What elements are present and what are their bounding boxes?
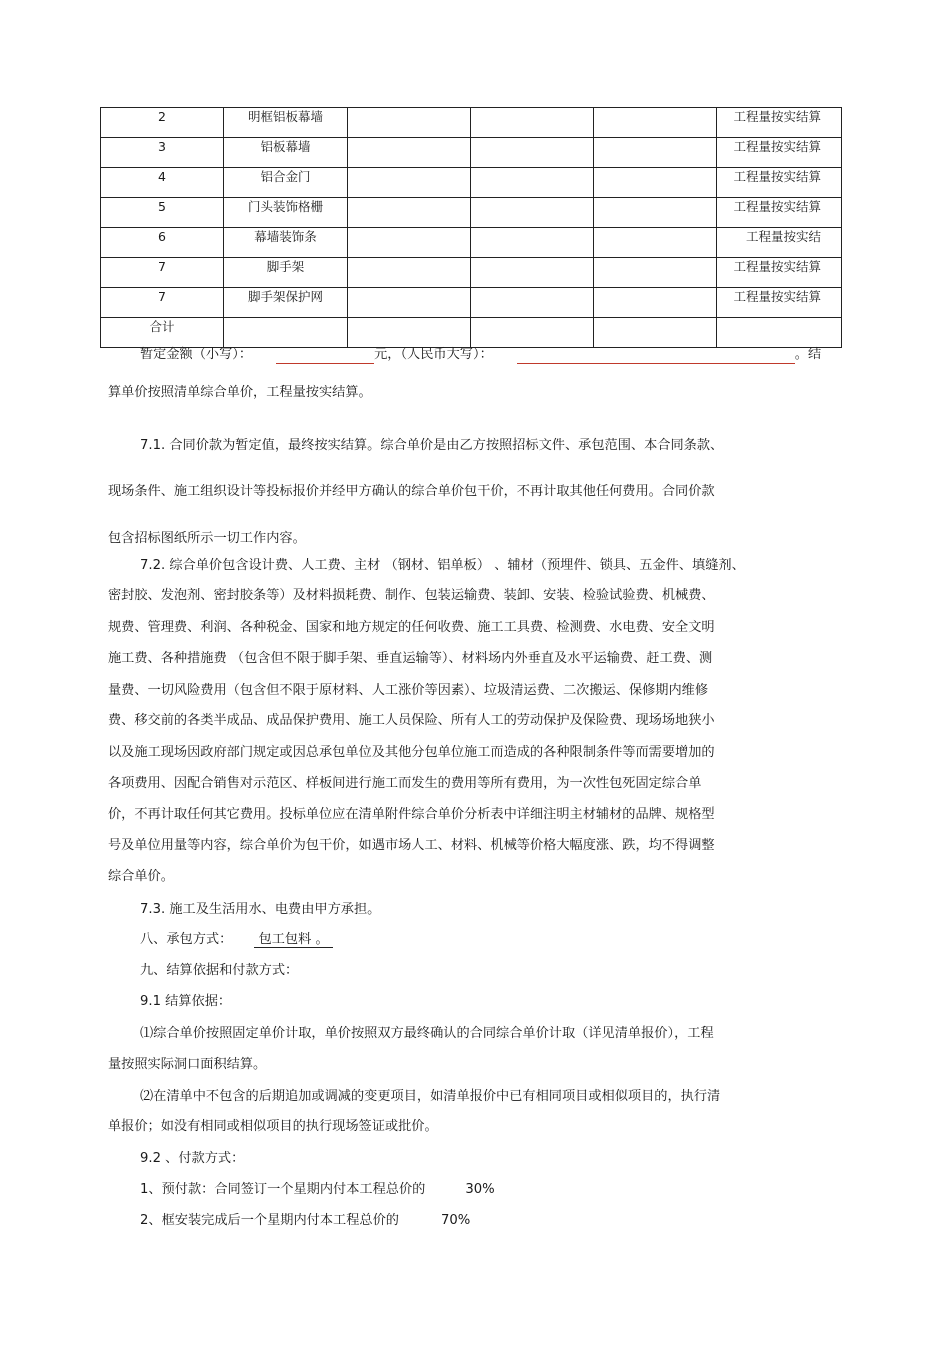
payment-1-label: 1、预付款：合同签订一个星期内付本工程总价的 bbox=[140, 1182, 426, 1197]
cell-empty bbox=[471, 108, 594, 138]
clause-7-1-line-1: 7.1. 合同价款为暂定值，最终按实结算。综合单价是由乙方按照招标文件、承包范围、本合同条款、 bbox=[140, 438, 724, 453]
table-row bbox=[101, 198, 842, 228]
clause-7-1-line-3: 包含招标图纸所示一切工作内容。 bbox=[108, 531, 306, 546]
cell-name: 脚手架保护网 bbox=[224, 288, 348, 318]
cell-note: 工程量按实结算 bbox=[717, 288, 842, 318]
table-row bbox=[101, 108, 842, 138]
section-9-1-p2-line-2: 单报价；如没有相同或相似项目的执行现场签证或批价。 bbox=[108, 1119, 438, 1134]
cell-note: 工程量按实结算 bbox=[717, 198, 842, 228]
cell-no: 2 bbox=[101, 108, 224, 138]
cell-empty bbox=[594, 318, 717, 348]
section-9-1-title: 9.1 结算依据： bbox=[140, 994, 232, 1009]
cell-name: 脚手架 bbox=[224, 258, 348, 288]
cell-empty bbox=[348, 228, 471, 258]
cell-empty bbox=[471, 198, 594, 228]
cell-empty bbox=[594, 258, 717, 288]
section-9-1-p2-line-1: ⑵在清单中不包含的后期追加或调减的变更项目，如清单报价中已有相同项目或相似项目的，执行清 bbox=[140, 1089, 721, 1104]
table-row bbox=[101, 168, 842, 198]
payment-2-label: 2、框安装完成后一个星期内付本工程总价的 bbox=[140, 1213, 399, 1228]
section-9-title: 九、结算依据和付款方式： bbox=[140, 963, 299, 978]
payment-2-value: 70% bbox=[440, 1213, 471, 1228]
amount-tail: 。结 bbox=[794, 347, 822, 362]
amount-yuan-label: 元，（人民币大写）： bbox=[374, 347, 493, 362]
cell-note: 工程量按实结算 bbox=[717, 168, 842, 198]
cell-empty bbox=[471, 258, 594, 288]
cell-empty bbox=[594, 288, 717, 318]
section-9-2-title: 9.2 、付款方式： bbox=[140, 1151, 245, 1166]
cell-empty bbox=[594, 198, 717, 228]
clause-7-2-line: 号及单位用量等内容，综合单价为包干价，如遇市场人工、材料、机械等价格大幅度涨、跌，均不得调整 bbox=[108, 838, 715, 853]
items-table bbox=[100, 107, 842, 348]
cell-empty bbox=[348, 288, 471, 318]
payment-1 bbox=[140, 1181, 495, 1199]
total-label: 合计 bbox=[101, 318, 224, 348]
cell-empty bbox=[348, 168, 471, 198]
section-9-1-p1-line-2: 量按照实际洞口面积结算。 bbox=[108, 1057, 267, 1072]
amount-small-blank[interactable] bbox=[276, 349, 374, 364]
clause-7-2-line: 以及施工现场因政府部门规定或因总承包单位及其他分包单位施工而造成的各种限制条件等而需要增加的 bbox=[108, 745, 715, 760]
section-9-1-p1-line-1: ⑴综合单价按照固定单价计取，单价按照双方最终确认的合同综合单价计取（详见清单报价），工程 bbox=[140, 1026, 714, 1041]
payment-2 bbox=[140, 1212, 470, 1230]
cell-name: 明框铝板幕墙 bbox=[224, 108, 348, 138]
clause-7-2-line: 各项费用、因配合销售对示范区、样板间进行施工而发生的费用等所有费用，为一次性包死固定综合单 bbox=[108, 776, 702, 791]
payment-1-value: 30% bbox=[465, 1182, 495, 1197]
cell-no: 7 bbox=[101, 288, 224, 318]
clause-7-2-line: 规费、管理费、利润、各种税金、国家和地方规定的任何收费、施工工具费、检测费、水电费、安全文明 bbox=[108, 620, 715, 635]
cell-empty bbox=[471, 168, 594, 198]
cell-empty bbox=[594, 168, 717, 198]
section-8-label: 八、承包方式： bbox=[140, 932, 233, 947]
amount-small-label: 暂定金额（小写）： bbox=[140, 347, 253, 362]
cell-name: 幕墙装饰条 bbox=[224, 228, 348, 258]
cell-no: 4 bbox=[101, 168, 224, 198]
cell-name: 门头装饰格栅 bbox=[224, 198, 348, 228]
clause-7-2-line: 量费、一切风险费用（包含但不限于原材料、人工涨价等因素）、垃圾清运费、二次搬运、保修期内维修 bbox=[108, 683, 709, 698]
amount-rmb-blank[interactable] bbox=[517, 349, 795, 364]
cell-empty bbox=[348, 258, 471, 288]
cell-name: 铝板幕墙 bbox=[224, 138, 348, 168]
cell-no: 6 bbox=[101, 228, 224, 258]
cell-empty bbox=[471, 288, 594, 318]
cell-empty bbox=[348, 198, 471, 228]
cell-empty bbox=[348, 138, 471, 168]
cell-name: 铝合金门 bbox=[224, 168, 348, 198]
table-row bbox=[101, 258, 842, 288]
cell-empty bbox=[348, 108, 471, 138]
table-row bbox=[101, 228, 842, 258]
cell-empty bbox=[224, 318, 348, 348]
amount-line bbox=[140, 346, 821, 364]
clause-7-1-line-2: 现场条件、施工组织设计等投标报价并经甲方确认的综合单价包干价，不再计取其他任何费用。合同价款 bbox=[108, 484, 715, 499]
cell-note: 工程量按实结算 bbox=[717, 138, 842, 168]
clause-7-2-line: 7.2. 综合单价包含设计费、人工费、主材 （钢材、铝单板） 、辅材（预埋件、锁具、五金件、填缝剂、 bbox=[140, 558, 745, 573]
clause-7-2-line: 综合单价。 bbox=[108, 869, 174, 884]
section-8 bbox=[140, 931, 333, 949]
amount-line-2: 算单价按照清单综合单价，工程量按实结算。 bbox=[108, 385, 372, 400]
cell-empty bbox=[471, 318, 594, 348]
section-8-value: 包工包料 。 bbox=[254, 932, 332, 948]
table-row bbox=[101, 138, 842, 168]
cell-no: 3 bbox=[101, 138, 224, 168]
cell-empty bbox=[471, 228, 594, 258]
clause-7-3: 7.3. 施工及生活用水、电费由甲方承担。 bbox=[140, 902, 381, 917]
cell-empty bbox=[594, 138, 717, 168]
clause-7-2-line: 密封胶、发泡剂、密封胶条等）及材料损耗费、制作、包装运输费、装卸、安装、检验试验费、机械费、 bbox=[108, 588, 715, 603]
cell-note: 工程量按实结 bbox=[717, 228, 842, 258]
cell-no: 5 bbox=[101, 198, 224, 228]
cell-empty bbox=[594, 228, 717, 258]
cell-empty bbox=[594, 108, 717, 138]
cell-note: 工程量按实结算 bbox=[717, 108, 842, 138]
table-row bbox=[101, 288, 842, 318]
table-total-row bbox=[101, 318, 842, 348]
cell-empty bbox=[348, 318, 471, 348]
clause-7-2-line: 费、移交前的各类半成品、成品保护费用、施工人员保险、所有人工的劳动保护及保险费、现场场地狭小 bbox=[108, 713, 715, 728]
clause-7-2-line: 价，不再计取任何其它费用。投标单位应在清单附件综合单价分析表中详细注明主材辅材的品牌、规格型 bbox=[108, 807, 715, 822]
clause-7-2-line: 施工费、各种措施费 （包含但不限于脚手架、垂直运输等）、材料场内外垂直及水平运输费、赶工费、测 bbox=[108, 651, 713, 666]
cell-no: 7 bbox=[101, 258, 224, 288]
cell-empty bbox=[471, 138, 594, 168]
cell-empty bbox=[717, 318, 842, 348]
cell-note: 工程量按实结算 bbox=[717, 258, 842, 288]
